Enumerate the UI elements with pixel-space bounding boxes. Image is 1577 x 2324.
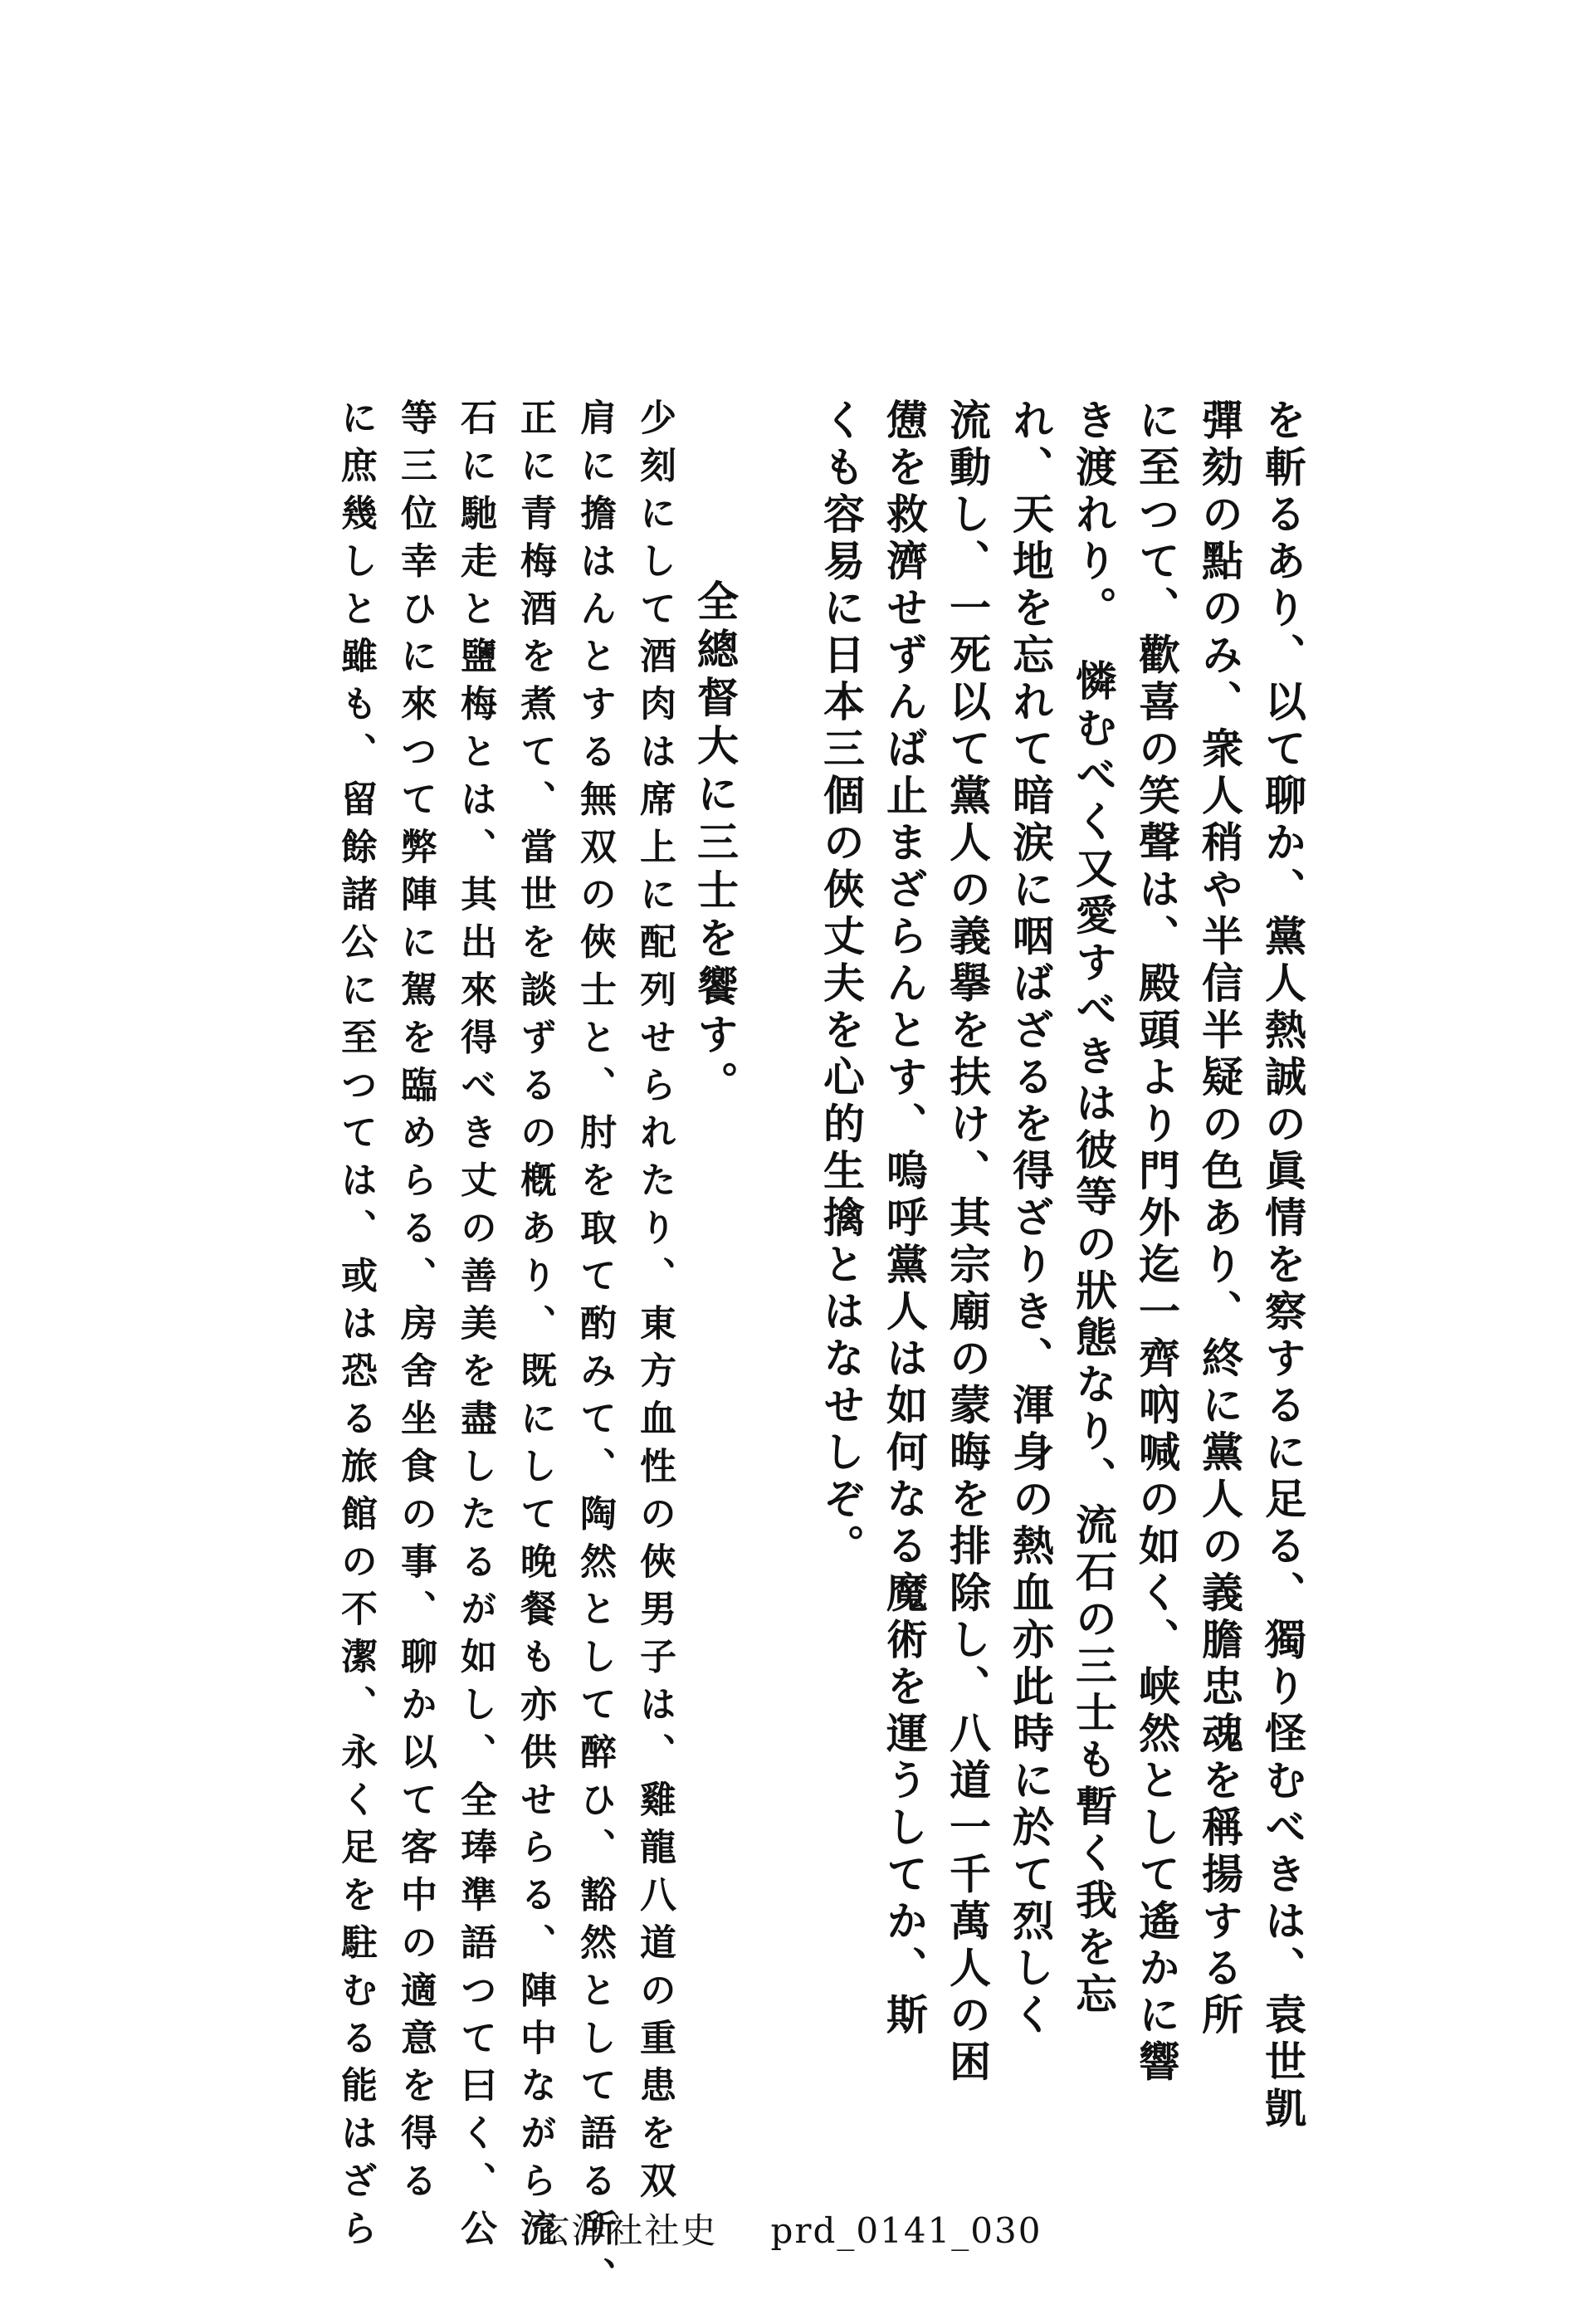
sub-column: 少刻にして酒肉は席上に配列せられたり、東方血性の俠男子は、雞龍八道の重患を双	[633, 398, 676, 2209]
body-column: くも容易に日本三個の俠丈夫を心的生擒とはなせしぞ。	[817, 398, 866, 1571]
body-column: 彈劾の點のみ、衆人稍や半信半疑の色あり、終に黨人の義膽忠魂を稱揚する所	[1195, 398, 1244, 2040]
sub-column: 石に馳走と鹽梅とは、其出來得べき丈の善美を盡したるが如し、全琫準語つて曰く、公	[454, 398, 496, 2257]
body-column: に至つて、歡喜の笑聲は、殿頭より門外迄一齊吶喊の如く、峡然として遙かに響	[1132, 398, 1181, 2087]
column-spacer	[744, 398, 807, 1959]
body-column: 憊を救濟せずんば止まざらんとす、嗚呼黨人は如何なる魔術を運うしてか、斯	[880, 398, 929, 2040]
body-column: き渡れり。 憐むべく又愛すべきは彼等の狀態なり、流石の三士も暫く我を忘	[1069, 398, 1118, 2019]
sub-column: 正に青梅酒を煮て、當世を談ずるの槪あり、既にして晚餐も亦供せらる、陣中ながら流	[514, 398, 556, 2257]
sub-column: 等三位幸ひに來つて弊陣に駕を臨めらる、房舍坐食の事、聊か以て客中の適意を得る	[394, 398, 437, 2209]
sub-column: に庶幾しと雖も、留餘諸公に至つては、或は恐る旅館の不潔、永く足を駐むる能はざら	[334, 398, 377, 2257]
footer-title: 玄洋社社史	[535, 2210, 718, 2251]
body-column: れ、天地を忘れて暗涙に咽ばざるを得ざりき、渾身の熱血亦此時に於て烈しく	[1006, 398, 1055, 2040]
section-heading: 全總督大に三士を饗す。	[691, 579, 740, 1109]
sub-column: 肩に擔はんとする無双の俠士と、肘を取て酌みて、陶然として醉ひ、豁然として語る所、	[574, 398, 616, 2304]
body-column: を斬るあり、以て聊か、黨人熱誠の眞情を察するに足る、獨り怪むべきは、袁世凱	[1258, 398, 1307, 2134]
body-column: 流動し、一死以て黨人の義擧を扶け、其宗廟の蒙晦を排除し、八道一千萬人の困	[943, 398, 992, 2087]
footer-page-id: prd_0141_030	[770, 2210, 1042, 2251]
page-footer	[0, 2204, 1577, 2253]
